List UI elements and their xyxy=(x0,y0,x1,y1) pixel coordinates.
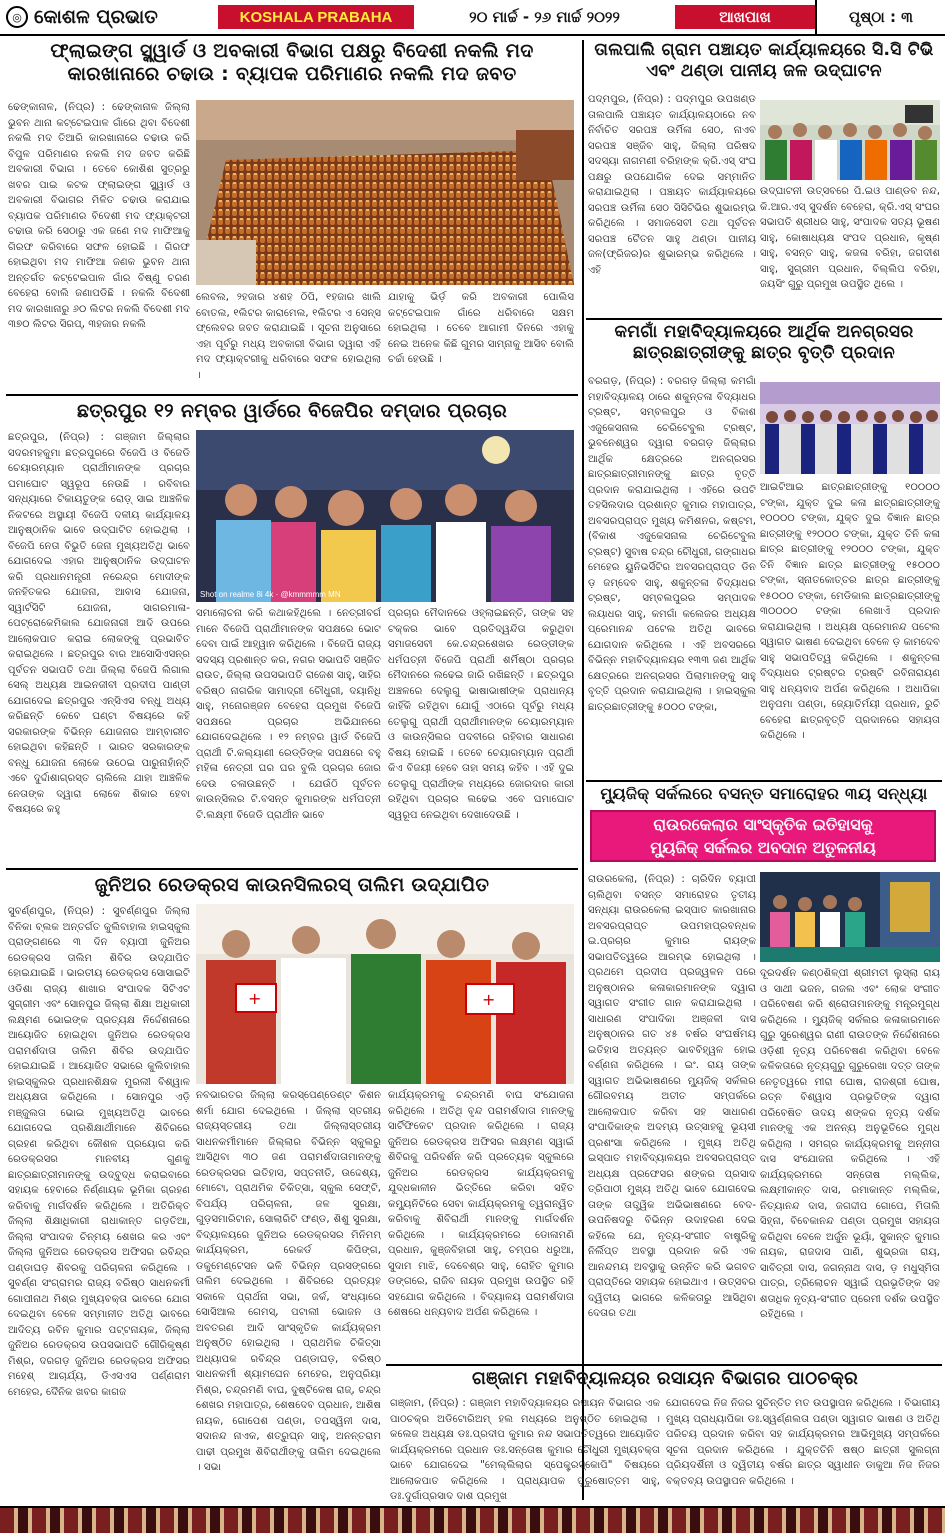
liquor-headline: ଫ୍ଲାଇଙ୍ଗ ସ୍କ୍ୱାର୍ଡ ଓ ଅବକାରୀ ବିଭାଗ ପକ୍ଷରୁ ବିଦେଶୀ ନକଲି ମଦ କାରଖାନାରେ ଚଢାଉ : ବ୍ୟାପକ ପରିମାଣର ନକଲି ମଦ ଜବତ xyxy=(50,40,534,86)
redcross-body-col3: କାର୍ଯ୍ୟକ୍ରମକୁ ଚନ୍ଦ୍ରମଣି ବାଘ ସଂଯୋଜନା କରିଥିଲେ । ଅତିଥି ବୃନ୍ଦ ପରାମର୍ଶଦାତା ମାନଙ୍କୁ ସାର୍ଟିଫିକେଟ ପ୍ରଦାନ କରିଥିଲେ । ରାଜ୍ୟ ଜୁନିଅର ରେଡକ୍ରସ ଅଫିସର ଲକ୍ଷ୍ମଣ ସ୍ୱାଇଁ ଶିବିରକୁ ପରିଦର୍ଶନ କରି ପ୍ରତ୍ୟେକ ସ୍କୁଲରେ ଜୁନିଅର ରେଡକ୍ରସ କାର୍ଯ୍ୟକ୍ରମକୁ ଯୁଦ୍ଧକାଳୀନ ଭିତ୍ତିରେ କରିବା ସହିତ କମ୍ୟୁନିଟିରେ ସେବା କାର୍ଯ୍ୟକ୍ରମକୁ ତ୍ୱରାନ୍ୱିତ କରିବାକୁ ଶିବିରାର୍ଥୀ ମାନଙ୍କୁ ମାର୍ଗଦର୍ଶନ କରିଥିଲେ । କାର୍ଯ୍ୟକ୍ରମରେ ଡୋଳାମଣି ପ୍ରଧାନ, କୁଞ୍ଜବିହାରୀ ସାହୁ, ଚମ୍ପର ଧରୁଆ, ସୁଦାମ ମାଝି, ଦେବେଶ୍ର ସାହୁ, ରୋହିତ କୁମାର ଡଙ୍ଗରେ, ରାଜିବ ନାୟକ ପ୍ରମୁଖ ଉପସ୍ଥିତ ରହି ସହଯୋଗ କରିଥିଲେ । ବିଦ୍ୟାଳୟ ପରାମର୍ଶଦାତା ଶେଷରେ ଧନ୍ୟବାଦ ଅର୍ପଣ କରିଥିଲେ । xyxy=(388,1090,574,1318)
svg-text:+: + xyxy=(482,990,496,1009)
highlight-line-1: ରାଉରକେଲାର ସାଂସ୍କୃତିକ ଇତିହାସକୁ xyxy=(653,814,873,834)
chhatrapur-body-col3: ପ୍ରଚାର ମୈଦାନରେ ଓହ୍ଲାଇଛନ୍ତି, ତାଙ୍କ ସହ ଟକ୍କର ଭାବେ ପ୍ରତିଦ୍ୱନ୍ଦିତା କରୁଥିବା ସମାଜସେବୀ କେ.ଚନ୍ଦ୍ରଶେଖର ରେଡ୍ଡୀଙ୍କ ଧର୍ମପତ୍ନୀ ବିଜେପି ପ୍ରାର୍ଥୀ ଶର୍ମିଷ୍ଠା ପ୍ରଚାର ମୈଦାନରେ ଲଢେଇ ଜାରି ରଖିଛନ୍ତି । ଛତ୍ରପୁର ଅଞ୍ଚଳରେ ଦେଲୁଗୁ ଭାଷାଭାଷୀଙ୍କ ପ୍ରାଧାନ୍ୟ କାହିଁକି ରହିଥିବା ଯୋଗୁଁ ଏଠାରେ ପୂର୍ବରୁ ମଧ୍ୟ ତେଲୁଗୁ ପ୍ରାର୍ଥୀ ପ୍ରାର୍ଥୀମାନଙ୍କ ଚେୟାରମ୍ୟାନ ଓ କାଉନ୍‌ସିଲର ପଦବୀରେ ରହିବାର ସାଧାରଣ ବିଷୟ ହୋଇଛି । ତେବେ ଚେୟାରମ୍ୟାନ ପ୍ରାର୍ଥୀ କିଏ ବିଜୟୀ ହେବେ ତାହା ସମୟ କହିବ । ଏହି ଦୁଇ ତେଲୁଗୁ ପ୍ରାର୍ଥୀଙ୍କ ମଧ୍ୟରେ ଜୋରଦାର କାରୀ ରହିଥିବା ପ୍ରଚାର ଲଢେଇ ଏବେ ଘମାଘୋଟ ସ୍ୱରୂପ ନେଇଥିବା ଦେଖାଦେଉଛି । xyxy=(388,608,574,821)
svg-text:+: + xyxy=(248,989,262,1008)
talpali-body-col1: ପଦ୍ମପୁର, (ନିପ୍ର) : ପଦ୍ମପୁର ଉପଖଣ୍ଡ ତାଲପାଲି ପଞ୍ଚାୟତ କାର୍ଯ୍ୟାଳୟଠାରେ ନବ ନିର୍ବାଚିତ ସରପଞ୍ଚ ଉର୍ମିଳା ସେଠ, ନାଏବ ସରପଞ୍ଚ ସଞ୍ଜିବ ସାହୁ, ଜିଲ୍ଲା ପରିଷଦ ସଦସ୍ୟା ନାଗମଣୀ ବରିହାଙ୍କ କ୍ରି.ଏସ୍ ସଂଘ ପକ୍ଷରୁ ଉପଯୋଗିକ ଦେଇ ସମ୍ମାନିତ କରାଯାଇଥିଲା । ପଞ୍ଚାୟତ କାର୍ଯ୍ୟାଳୟରେ ସରପଞ୍ଚ ଉର୍ମିଳା ସେଠ ସିସିଟିଭିର ଶୁଭାରମ୍ଭ କରିଥିଲେ । ସମାଜସେବୀ ତଥା ପୂର୍ବତନ ସରପଞ୍ଚ ଚୈତନ ସାହୁ ଥଣ୍ଡା ପାନୀୟ ଜଳ(ଫ୍ରିଜର)ର ଶୁଭାରମ୍ଭ କରିଥିଲେ । ଏହି xyxy=(588,94,756,276)
music-highlight-box xyxy=(590,810,936,862)
talpali-photo xyxy=(760,100,940,180)
ganjam-headline: ଗଞ୍ଜାମ ମହାବିଦ୍ୟାଳୟର ରସାୟନ ବିଭାଗର ପାଠଚକ୍ର xyxy=(471,1368,859,1389)
footer-border-pattern xyxy=(0,1506,945,1533)
page-number: ପୃଷ୍ଠା : ୩ xyxy=(815,0,945,34)
music-headline: ମ୍ୟୁଜିକ୍ ସର୍କଲରେ ବସନ୍ତ ସମାରୋହର ୩ୟ ସନ୍ଧ୍ୟା xyxy=(600,784,928,803)
kamgaon-photo xyxy=(760,382,940,474)
kamgaon-body-col2: ଆଇଟିଆଇ ଛାତ୍ରଛାତ୍ରୀଙ୍କୁ ୧୦୦୦୦ ଟଙ୍କା, ଯୁକ୍ତ ଦୁଇ କଳା ଛାତ୍ରଛାତ୍ରୀଙ୍କୁ ୧୦୦୦୦ ଟଙ୍କା, ଯୁକ୍ତ ଦୁଇ ବିଜ୍ଞାନ ଛାତ୍ର ଛାତ୍ରୀଙ୍କୁ ୧୨୦୦୦ ଟଙ୍କା, ଯୁକ୍ତ ତିନି କଳା ଛାତ୍ର ଛାତ୍ରୀଙ୍କୁ ୧୨୦୦୦ ଟଙ୍କା, ଯୁକ୍ତ ତିନି ବିଜ୍ଞାନ ଛାତ୍ର ଛାତ୍ରୀଙ୍କୁ ୧୫୦୦୦ ଟଙ୍କା, ସ୍ନାତକୋତ୍ତର ଛାତ୍ର ଛାତ୍ରୀଙ୍କୁ ୧୫୦୦୦ ଟଙ୍କା, ମେଡିକାଲ ଛାତ୍ରଛାତ୍ରୀଙ୍କୁ ୩୦୦୦୦ ଟଙ୍କା ଲେଖାଏଁ ପ୍ରଦାନ କରାଯାଇଥିଲା । ଅଧ୍ୟକ୍ଷ ପ୍ରେମାନନ୍ଦ ପଟେଲ ସ୍ୱାଗତ ଭାଷଣ ଦେଇଥିବା ବେଳେ ଡ଼ କାମଦେବ ସାହୁ ସଭାପତିତ୍ୱ କରିଥିଲେ । ଶକୁନ୍ତଳା ବିଦ୍ୟାଧର ଟ୍ରଷ୍ଟର ଟ୍ରଷ୍ଟି ରବିନାରାୟଣ ସାହୁ ଧନ୍ୟବାଦ ଅର୍ପଣ କରିଥିଲେ । ଅଧାପିକା ଅନୁପମା ପଣ୍ଡା, ଜ୍ୟୋତିର୍ମୟୀ ପ୍ରଧାନ, ରୁଚି ବେହେରା ଛାତ୍ରବୃତ୍ତି ପ୍ରଦାନରେ ସହାୟତା କରିଥିଲେ । xyxy=(760,482,940,741)
divider xyxy=(6,394,578,396)
ganjam-body-col2: ଯୋଗଦେଇ ନିଜ ନିଜର ସୁଚିନ୍ତିତ ମତ ଉପସ୍ଥାପନ କରିଥିଲେ । ବିଭାଗୀୟ ମୁଖ୍ୟ ପ୍ରାଧ୍ୟାପିକା ଡଃ.ସ୍ୱର୍ଣ୍ଣଲତା ପଣ୍ଡା ସ୍ୱାଗତ ଭାଷଣ ଓ ଅତିଥି ପରିଚୟ ପ୍ରଦାନ କରିବା ସହ କାର୍ଯ୍ୟକ୍ରମର ଆଭିମୁଖ୍ୟ ସମ୍ପର୍କରେ ସୂଚନା ପ୍ରଦାନ କରିଥିଲେ । ଯୁକ୍ତତିନି ଷଷ୍ଠ ଛାତ୍ରୀ ସୁଲଗ୍ନା ପ୍ରିୟଦର୍ଶିନୀ ଓ ଦ୍ୱିତୀୟ ବର୍ଷର ଛାତ୍ର ସ୍ୱାଧୀନ ଡାକୁଆ ନିଜ ନିଜର ବକ୍ତବ୍ୟ ଉପସ୍ଥାପନ କରିଥିଲେ । xyxy=(666,1398,940,1487)
divider xyxy=(6,868,578,870)
issue-date: ୨୦ ମାର୍ଚ୍ଚ - ୨୬ ମାର୍ଚ୍ଚ ୨୦୨୨ xyxy=(469,8,620,26)
liquor-photo xyxy=(196,100,574,285)
music-body-col2: ଦୂରଦର୍ଶନ କଣ୍ଠଶିଳ୍ପୀ ଶ୍ରୀମତୀ ଲୁସ୍ଲା ରାୟ ଓ ସାଥୀ ଭଜନ, ଗଜଲ ଏବଂ ଲୋକ ସଂଗୀତ ପରିବେଷଣ କରି ଶ୍ରୋତାମାନଙ୍କୁ ମନ୍ତ୍ରମୁଗ୍ଧ କରିଥିଲେ । ମ୍ୟୁଜିକ୍ ସର୍କଲର କଳାକାରମାନେ ଗୁରୁ ସୁରେଶ୍ୱର ରାଣୀ ରାଉତଙ୍କ ନିର୍ଦ୍ଦେଶନାରେ ଓଡ଼ିଶୀ ନୃତ୍ୟ ପରିବେଷଣ କରିଥିବା ବେଳେ କଳିକତାରେ ନୃତ୍ୟଗୁରୁ ଗୁରୁରେଖା ଦତ୍ତ ତାଙ୍କ ନେତୃତ୍ୱରେ ମୀରା ଘୋଷ, ରାଜଶ୍ରୀ ଘୋଷ, ରତ୍ନ ବିଶ୍ୱାସ ପ୍ରଭୃତିଙ୍କ ଦ୍ୱାରା ପରିବେଷିତ ଉଦୟ ଶଙ୍କର ନୃତ୍ୟ ଦର୍ଶକ ମାନଙ୍କୁ ଏକ ଅନନ୍ୟ ଅନୁଭୂତିରେ ମୁଗ୍ଧ କରିଥିଲା । ସମଗ୍ର କାର୍ଯ୍ୟକ୍ରମକୁ ଅନ୍ନୀତା ଦାସ ସଂଯୋଜନା କରିଥିଲେ । ଏହି କାର୍ଯ୍ୟକ୍ରମରେ ସନ୍ତୋଷ ମଲ୍ଲିକ, ଲକ୍ଷ୍ମୀକାନ୍ତ ଦାସ, ରମାକାନ୍ତ ମଲ୍ଲିକ, ନିତ୍ୟାନନ୍ଦ ଦାସ, ଜଗଦ୍ଦୀପ ଗୋପେ, ମିତାଲି ସିହ୍ନା, ବିବେକାନନ୍ଦ ପଣ୍ଡା ପ୍ରମୁଖ ସହାୟତା କରିଥିବା ବେଳେ ଅର୍ଜୁନ ଭୂୟାଁ, ସୁକାନ୍ତ କୁମାର ନାୟକ, ରାଜଦାସ ପାଣି, ଶୁଭ୍ରଜା ରାୟ, ସାବିତ୍ରୀ ଦାସ, ଜଗନ୍ନାଥ ଦାସ, ଡ଼ ମଧୁସ୍ମିତା ପାତ୍ର, ତ୍ରିଲୋଚନ ସ୍ୱାଇଁ ପ୍ରଭୃତିଙ୍କ ସହ ଶତାଧିକ ନୃତ୍ୟ-ସଂଗୀତ ପ୍ରେମୀ ଦର୍ଶକ ଉପସ୍ଥିତ ରହିଥିଲେ । xyxy=(760,968,940,1320)
photo-watermark: Shot on realme 8i 4k · @kmmmmm MN xyxy=(200,590,341,599)
column-divider xyxy=(582,40,584,1500)
divider xyxy=(386,1364,942,1366)
redcross-photo xyxy=(196,904,574,1084)
redcross-body-col1: ସୁବର୍ଣ୍ଣପୁର, (ନିପ୍ର) : ସୁବର୍ଣ୍ଣପୁର ଜିଲ୍ଲା ବିନିକା ବ୍ଲକ ଅନ୍ତର୍ଗତ କୁଲିବାହାଲ ହାଇସ୍କୁଲ ପ୍ରାଙ୍ଗଣରେ ୩ ଦିନ ବ୍ୟାପୀ ଜୁନିଅର ରେଡକ୍ରସ ତାଲିମ ଶିବିର ଉଦ୍‌ଯାପିତ ହୋଇଯାଇଛି । ଭାରତୀୟ ରେଡକ୍ରସ ସୋସାଇଟି ଓଡିଶା ରାଜ୍ୟ ଶାଖାର ସଂପାଦକ ସିଟିଏଟ ସୁଗ୍ରୀମ ଏବଂ ସୋନପୁର ଜିଲ୍ଲା ଶିକ୍ଷା ଅଧିକାରୀ ଲକ୍ଷ୍ମଣ ଭୋଇଙ୍କ ପ୍ରତ୍ୟକ୍ଷ ନିର୍ଦ୍ଦେଶନାରେ ଆୟୋଜିତ ହୋଇଥିବା ଜୁନିଅର ରେଡକ୍ରସ ପରାମର୍ଶଦାତା ତାଲିମ ଶିବିର ଉଦ୍‌ଯାପିତ ହୋଇଯାଇଛି । ଆୟୋଜିତ ସଭାରେ କୁଲିବାହାଲ ହାଇସ୍କୁଲର ପ୍ରଧାନଶିକ୍ଷକ ମୁରଲୀ ବିଶ୍ୱାଳ ଅଧ୍ୟକ୍ଷତା କରିଥିଲେ । ସୋନପୁର ଏଡ଼ି ମଞ୍ଜୁଲତା ଭୋଇ ମୁଖ୍ୟଅତିଥି ଭାବରେ ଯୋଗଦେଇ ପ୍ରଶିକ୍ଷାର୍ଥୀମାନେ ଶିବିରରେ ଗ୍ରହଣ କରିଥିବା କୌଶଳ ପ୍ରୟୋଗ କରି ରେଡକ୍ରସର ମାନବୀୟ ଗୁଣକୁ ଛାତ୍ରଛାତ୍ରୀମାନଙ୍କୁ ଉଦ୍‌ବୁଦ୍ଧ କରାଇବାରେ ସହାୟକ ହେବାରେ ନିର୍ଣ୍ଣାୟକ ଭୂମିକା ଗ୍ରହଣ କରିବାକୁ ମାର୍ଗଦର୍ଶନ କରିଥିଲେ । ଅତିରିକ୍ତ ଜିଲ୍ଲା ଶିକ୍ଷାଧିକାରୀ ରାଧାକାନ୍ତ ଗଡ଼ତିଆ, ଜିଲ୍ଲା ସଂପାଦକ ଚିନ୍ମୟ ଶେଖର କର ଏବଂ ଜିଲ୍ଲା ଜୁନିଅର ରେଡକ୍ରସ ଅଫିସର ରବିନ୍ଦ୍ର ପଣ୍ଡାଘଡ଼ ଶିବରକୁ ପରିଚାଳନା କରିଥିଲେ । ସୁବର୍ଣ୍ଣ ସଂଗ୍ରାମର ରାଜ୍ୟ ବରିଷ୍ଠ ସାଧନକର୍ମୀ ଗୋପୀନାଥ ମିଶ୍ର ମୁଖ୍ୟବକ୍ତା ଭାବରେ ଯୋଗ ଦେଇଥିବା ବେଳେ ସମ୍ମାନୀତ ଅତିଥି ଭାବରେ ଆଦିତ୍ୟ ରବିନ କୁମାର ପଟ୍ଟନାୟକ, ଜିଲ୍ଲା ଜୁନିଅର ରେଡକ୍ରସ ଉପସଭାପତି ଗୌରିକୃଷ୍ଣ ମିଶ୍ର, ଦରଗଡ଼ ଜୁନିଅର ରେଡକ୍ରସ ଅଫିସର ମହେଶ୍ ଆଚାର୍ଯ୍ୟ, ଡିଏସଏସ ପର୍ଣ୍ଣରାମ ମେହେର, ଦୈନିକ ଖବର କାଗଜ xyxy=(8,906,190,1398)
chhatrapur-photo xyxy=(196,430,574,602)
divider xyxy=(586,318,942,320)
chhatrapur-headline: ଛତ୍ରପୁର ୧୨ ନମ୍ବର ୱାର୍ଡରେ ବିଜେପିର ଦମ୍‌ଦାର ପ୍ରଚାର xyxy=(76,400,508,422)
liquor-body-col1: ଢେଙ୍କାନାଳ, (ନିପ୍ର) : ଢେଙ୍କାନାଳ ଜିଲ୍ଲା ଭୁବନ ଥାନା କଟ୍ଟେଇପାଳ ଗାଁରେ ଥିବା ବିଦେଶୀ ନକଲି ମଦ ତିଆରି କାରଖାନାରେ ଚଢାଉ କରି ବିପୁଳ ପରିମାଣର ନକଲି ମଦ ଜବତ କରିଛି ଅବକାରୀ ବିଭାଗ । ତେବେ କୋଶିଶ ସୁତ୍ରରୁ ଖବର ପାଇ କଟକ ଫ୍ଲାଇଙ୍ଗ ସ୍କ୍ୱାର୍ଡ ଓ ଅବକାରୀ ବିଭାଗର ମିଳିତ ଚଢାଉ କରାଯାଇ ବ୍ୟାପକ ପରିମାଣର ବିଦେଶୀ ମଦ ଫ୍ୟାକ୍ଟରୀ ଚଢାଉ କରି ସେଠାରୁ ଏକ ଜଣେ ମଦ ମାଫିଆକୁ ଗିରଫ କରିବାରେ ସଫଳ ହୋଇଛି । ଗିରଫ ହୋଇଥିବା ମଦ ମାଫିଆ ଜଣକ ଭୁବନ ଥାନା ଅନ୍ତର୍ଗତ କଟ୍ଟେଇପାଳ ଗାଁର ବିଷ୍ଣୁ ଚରଣ ବେହେରା ବୋଲି ଜଣାପଡିଛି । ନକଲି ବିଦେଶୀ ମଦ କାରଖାନାରୁ ୬୦ ଲିଟର ନକଲି ବିଦେଶୀ ମଦ ୩୭୦ ଲିଟର ସିରପ୍, ୩ହଜାର ନକଲି xyxy=(8,102,190,330)
talpali-headline: ତାଲପାଲି ଗ୍ରାମ ପଞ୍ଚାୟତ କାର୍ଯ୍ୟାଳୟରେ ସି.ସି ଟିଭି ଏବଂ ଥଣ୍ଡା ପାନୀୟ ଜଳ ଉଦ୍‌ଘାଟନ xyxy=(594,40,934,81)
redcross-body-col2: ନବଭାରତର ଜିଲ୍ଲା କରସ୍‌ପେଣ୍ଡେଣ୍ଟ କିଶନ ଶର୍ମା ଯୋଗ ଦେଇଥିଲେ । ଜିଲ୍ଲା ସ୍ତରୀୟ ରାଜ୍ୟସ୍ତରୀୟ ତଥା ଜିଲ୍ଲାସ୍ତରୀୟ ସାଧନକର୍ମୀମାନେ ଜିଲ୍ଲାର ବିଭିନ୍ନ ସ୍କୁଲରୁ ଆସିଥିବା ୩୦ ଜଣ ପରାମର୍ଶଦାତାମାନଙ୍କୁ ରେଡକ୍ରସର ଇତିହାସ, ସପ୍ତନୀତି, ଉଦ୍ଦେଶ୍ୟ, ମୋଟୋ, ପ୍ରାଥମିକ ଚିକିତ୍ସା, ସ୍କୁଲ ସେଫ୍ଟି, ବିପର୍ଯ୍ୟ ପରିଚାଳନା, ଜଳ ସୁରକ୍ଷା, ଗୁଡ଼ସମାରିଟାନ, ସୋଲାରିଟି ଫଣ୍ଡ, ଶିଶୁ ସୁରକ୍ଷା, ବିଦ୍ୟାଳୟରେ ଜୁନିଅର ରେଡକ୍ରସର ମିନିମମ୍ କାର୍ଯ୍ୟକ୍ରମ, ରେକର୍ଡ କିପିଙ୍ଗ, ଡକୁମେଣ୍ଟେସନ ଭଳି ବିଭିନ୍ନ ପ୍ରସଙ୍ଗରେ ତାଲିମ ଦେଇଥିଲେ । ଶିବିରରେ ପ୍ରତ୍ୟହ ସକାଳେ ପ୍ରାର୍ଥନା ସଭା, ଜର୍କ, ସଂଧ୍ୟାରେ ସୋସିଆଲ ଗେମସ୍, ପଟାଲୀ ଭୋଜନ ଓ ଅବତରଣ ଆଦି ସାଂସ୍କୃତିକ କାର୍ଯ୍ୟକ୍ରମ ଅନୁଷ୍ଠିତ ହୋଇଥିଲା । ପ୍ରାଥମିକ ଚିକିତ୍ସା ଅଧ୍ୟାପକ ରବିନ୍ଦ୍ର ପଣ୍ଡାଘଡ଼, ବରିଷ୍ଠ ସାଧନକର୍ମୀ ଶ୍ୟାମଘେନ ମେହେର, ଅନୁପ୍ରିୟା ମିଶ୍ର, ଚନ୍ଦ୍ରମଣି ବାଘ, ଦୁଷ୍ଟିକେଷ ରାଜ୍, ଚନ୍ଦ୍ର ଶେଖର ମହାପାତ୍ର, ଶେଷଦେବ ପ୍ରଧାନ, ଆଶିଷ ନାୟକ, ଗୋପେଶ ପଣ୍ଡା, ତପସ୍ୱିନୀ ଦାସ, ସଦାନନ୍ଦ ନାଏକ, ଶତ୍ରୁଘ୍ନ ସାହୁ, ଅନନ୍ତରାମ ପାଢୀ ପ୍ରମୁଖ ଶିବିରାର୍ଥୀଙ୍କୁ ତାଲିମ ଦେଇଥିଲେ । ସଭା xyxy=(196,1090,381,1473)
liquor-body-col2: ଲେବଲ, ୨ହଜାର ୪ଶହ ଠିପି, ୧ହଜାର ଖାଲି ବୋତଲ, ୧ଲିଟର କାରାମେଲ, ୧ଲିଟର ଏ ସେନ୍ସ ଫ୍ଲେବର ଜବତ କରାଯାଇଛି । ସୂଚନା ଅନୁସାରେ ଏହା ପୂର୍ବରୁ ମଧ୍ୟ ଅବକାରୀ ବିଭାଗ ଦ୍ୱାରା ଏହି ମଦ ଫ୍ୟାକ୍ଟରୀକୁ ଧରିବାରେ ସଫଳ ହୋଇଥିଲା । xyxy=(196,292,381,381)
highlight-line-2: ମ୍ୟୁଜିକ୍ ସର୍କଲର ଅବଦାନ ଅତୁଳନୀୟ xyxy=(650,838,876,857)
kamgaon-body-col1: ବରଗଡ଼, (ନିପ୍ର) : ବରଗଡ଼ ଜିଲ୍ଲା କମଗାଁ ମହାବିଦ୍ୟାଳୟ ଠାରେ ଶକୁନ୍ତଳା ବିଦ୍ୟାଧର ଟ୍ରଷ୍ଟ, ସମ୍ବଲପୁର ଓ ବିକାଶ ଏଜୁକେସନାଲ ଚେରିଟେବୁଲ ଟ୍ରଷ୍ଟ, ଭୁବନେଶ୍ୱର ଦ୍ୱାରା ବରଗଡ଼ ଜିଲ୍ଲାର ଆର୍ଥିକ କ୍ଷେତ୍ରରେ ଅନଗ୍ରସର ଛାତ୍ରଛାତ୍ରୀମାନଙ୍କୁ ଛାତ୍ର ବୃତ୍ତି ପ୍ରଦାନ କରାଯାଇଥିଲା । ଏହିରେ ଉପଟି ତହସିଲଦାର ପ୍ରଶାନ୍ତ କୁମାର ମହାପାତ୍ର, ଅବସରପ୍ରାପ୍ତ ମୁଖ୍ୟ କମିଶନର, କଷ୍ଟମ, (ବିକାଶ ଏଜୁକେସନାଲ ଚେରିଟେବୁଲ ଟ୍ରଷ୍ଟ) ସୁବାଷ ଚନ୍ଦ୍ର ଚୌଧୁରୀ, ଗଙ୍ଗାଧର ମେହେର ୟୁନିଭର୍ସିଟିର ଅବସରପ୍ରାପ୍ତ ଡିନ ଡ଼ ଜମ୍‌ଦେବ ସାହୁ, ଶକୁନ୍ତଳା ବିଦ୍ୟାଧର ଟ୍ରଷ୍ଟ, ସମ୍ବଲପୁରର ସମ୍ପାଦକ ଲୟାଧର ସାହୁ, କମଗାଁ କଲେଜର ଅଧ୍ୟକ୍ଷ ପ୍ରେମାନନ୍ଦ ପଟେଲ ଅତିଥି ଭାବରେ ଯୋଗଦାନ କରିଥିଲେ । ଏହି ଅବସରରେ ବିଭିନ୍ନ ମହାବିଦ୍ୟାଳୟର ୧୩୩ ଜଣ ଆର୍ଥିକ କ୍ଷେତ୍ରରେ ଅନଗ୍ରସର ପିଲାମାନଙ୍କୁ ସାହୁ ବୃତ୍ତି ପ୍ରଦାନ କରାଯାଇଥିଲା । ହାଇସ୍କୁଲ ଛାତ୍ରଛାତ୍ରୀଙ୍କୁ ୫୦୦୦ ଟଙ୍କା, xyxy=(588,376,756,713)
newspaper-logo xyxy=(0,0,218,34)
masthead xyxy=(0,0,945,36)
logo-seal-icon: ◎ xyxy=(6,6,28,28)
redcross-headline: ଜୁନିଅର ରେଡକ୍ରସ କାଉନସିଲରସ୍ ତାଲିମ ଉଦ୍‌ଯାପିତ xyxy=(94,874,490,896)
chhatrapur-body-col2: ସମାଲୋଚନା କରି କଥାକହିଥିଲେ । ନେତ୍ରୀବର୍ଗ ମାନେ ବିଜେପି ପ୍ରାର୍ଥୀମାନଙ୍କ ସପକ୍ଷରେ ଭୋଟ ଦେବା ପାଇଁ ଆହ୍ୱାନ କରିଥିଲେ । ବିଜେପି ରାଜ୍ୟ ସଦସ୍ୟ ପ୍ରଶାନ୍ତ କର, ନଗର ସଭାପତି ସଞ୍ଜିତ ରାଉତ, ଜିଲ୍ଲା ଉପସଭାପତି ରାଜେଶ ସାହୁ, ସାହିର ବରିଷ୍ଠ ନାଗରିକ ସାମାଦ୍ରୀ ଚୌଧୁରୀ, ଦୟାନିଧି ସାହୁ, ମନୋରଞ୍ଜନ ବେହେରା ପ୍ରମୁଖ ବିଜେପି ସପକ୍ଷରେ ପ୍ରଚାର ଅଭିଯାନରେ ଯୋଗଦେଇଥିଲେ । ୧୨ ନମ୍ବର ୱାର୍ଡ ବିଜେପି ପ୍ରାର୍ଥୀ ଟି.କଲ୍ୟାଣୀ ରେଡ୍ଡିଙ୍କ ସପକ୍ଷରେ ବହୁ ମହିଳା ନେତ୍ରୀ ଘର ଘର ବୁଲି ପ୍ରଚାର ଜୋର ଦେଉ ଚଳାଉଛନ୍ତି । ଯେଉଁଠି ପୂର୍ବତନ କାଉନ୍‌ସିଲର ଟି.ବସନ୍ତ କୁମାରଙ୍କ ଧର୍ମପତ୍ନୀ ଟି.ଲକ୍ଷ୍ମୀ ବିଜେଡି ପ୍ରାର୍ଥୀନ ଭାବେ xyxy=(196,608,381,821)
ganjam-body-col1: ଗଞ୍ଜାମ, (ନିପ୍ର) : ଗଞ୍ଜାମ ମହାବିଦ୍ୟାଳୟର ରସାୟନ ବିଭାଗର ଏକ ପାଠଚକ୍ର ଅଡିଟୋରିଅମ୍ ହଲ ମଧ୍ୟରେ ଅନୁଷ୍ଠିତ ହୋଇଥିଲା । କଲେଜ ଅଧ୍ୟକ୍ଷ ଡଃ.ପ୍ରଦୀପ କୁମାର ନନ୍ଦ ସଭାପତିତ୍ୱରେ ଆୟୋଜିତ କାର୍ଯ୍ୟକ୍ରମରେ ପ୍ରଧାନ ଡଃ.ସନ୍ତୋଷ କୁମାର ଚୌଧୁରୀ ମୁଖ୍ୟବକ୍ତା ଭାବେ ଯୋଗଦେଇ "ମେଲ୍ଲିଲାର ସ୍ପେକ୍ଟ୍ରସ୍କୋପି" ବିଷୟରେ ଆଲୋକପାତ କରିଥିଲେ । ପ୍ରାଧ୍ୟାପକ ପୁରୁଷୋତ୍ତମ ସାହୁ, ଡଃ.ଦୁର୍ଗାପ୍ରସାଦ ଦାଶ ପ୍ରମୁଖ xyxy=(390,1398,660,1502)
liquor-body-col3: ଯାହାକୁ ଭିର୍ଡ଼ କରି ଅବକାରୀ ପୋଲିସ କଟ୍ଟେଇପାଳ ଗାଁରେ ଧରିବାରେ ସକ୍ଷମ ହୋଇଥିଲା । ତେବେ ଆଗାମୀ ଦିନରେ ଏହାକୁ ନେଇ ଅନେକ କିଛି ଗୁମର ସାମ୍ନାକୁ ଆସିବ ବୋଲି ଚର୍ଚ୍ଚା ହେଉଛି । xyxy=(388,292,574,365)
logo-text: କୋଶଳ ପ୍ରଭାତ xyxy=(34,6,158,28)
newspaper-title: KOSHALA PRABAHA xyxy=(218,5,414,29)
section-label: ଆଖପାଖ xyxy=(675,5,815,29)
divider xyxy=(586,780,942,782)
music-body-col1: ରାଉରକେଲା, (ନିପ୍ର) : ଚାରିଦିନ ବ୍ୟାପୀ ଚାଲିଥିବା ବସନ୍ତ ସମାରୋହର ତୃତୀୟ ସନ୍ଧ୍ୟା ରାଉରକେଲା ଇସ୍ପାତ କାରଖାନାର ଅବସରପ୍ରାପ୍ତ ଉପମହାପ୍ରବନ୍ଧକ ଇ.ପ୍ରଚାର କୁମାର ରାୟଙ୍କ ସଭାପତିତ୍ୱରେ ଆରମ୍ଭ ହୋଇଥିଲା । ପ୍ରଥମେ ପ୍ରଦୀପ ପ୍ରଜ୍ୱଳନ ପରେ ଅନୁଷ୍ଠାନର କଳାକାରମାନଙ୍କ ଦ୍ୱାରା ସ୍ୱାଗତ ସଂଗୀତ ଗାନ କରାଯାଇଥିଲା । ସାଧାରଣ ସଂପାଦିକା ଅଞ୍ଜଳୀ ଦାସ ଅନୁଷ୍ଠାନର ଗତ ୪୫ ବର୍ଷର ସଂଘର୍ଷମୟ ଇତିହାସ ଅତ୍ୟନ୍ତ ଭାବବିହ୍ୱଳ ହୋଇ ବର୍ଣ୍ଣନା କରିଥିଲେ । ଇଂ. ରାୟ ତାଙ୍କ ସ୍ୱାଗତ ଅଭିଭାଷଣରେ ମ୍ୟୁଜିକ୍ ସର୍କଲର ଗୌରବମୟ ଅତୀତ ସମ୍ପର୍କରେ ଆଲୋକପାତ କରିବା ସହ ସାଧାରଣ ସଂପାଦିକାଙ୍କ ଅଦମ୍ୟ ଉତ୍ସାହକୁ ଭୂୟସୀ ପ୍ରଶଂସା କରିଥିଲେ । ମୁଖ୍ୟ ଅତିଥି ଇସ୍ପାତ ମହାବିଦ୍ୟାଳୟର ଅବସରପ୍ରାପ୍ତ ଅଧ୍ୟକ୍ଷ ପ୍ରଫେସର ଶଙ୍କର ପ୍ରସାଦ ତ୍ରିପାଠୀ ମୁଖ୍ୟ ଅତିଥି ଭାବେ ଯୋଗଦେଇ ତାଙ୍କ ତାତ୍ତ୍ୱିକ ଅଭିଭାଷଣରେ ବେଦ-ଉପନିଷଦରୁ ବିଭିନ୍ନ ଉଦାହରଣ ଦେଇ କହିଲେ ଯେ, ନୃତ୍ୟ-ସଂଗୀତ ବାଷ୍ଟ୍ରିକୁ ନିର୍ଲିପ୍ତ ଅବସ୍ଥା ପ୍ରଦାନ କରି ଏକ ଆନନ୍ଦମୟ ଅବସ୍ଥାକୁ ଉନ୍ନିତ କରି ଭଗବତ ପ୍ରାପ୍ତିରେ ସହାୟକ ହୋଇଥାଏ । ଉତ୍ସବର ଦ୍ୱିତୀୟ ଭାଗରେ କଳିକତାରୁ ଆସିଥିବା ଦେତାର ତଥା xyxy=(588,874,756,1319)
talpali-body-col2: ଉଦ୍‌ଘାଟନୀ ଉତ୍ସବରେ ପି.ଇଓ ପାଣ୍ଡବ ନନ୍ଦ, କି.ଆର.ଏସ୍ ସୁଦର୍ଶନ ବେହେରା, କ୍ରି.ଏସ୍ ସଂଘର ସଭାପତି ଶ୍ରୀଧର ସାହୁ, ସଂପାଦକ ସତ୍ୟ ଭୂଷଣ ସାହୁ, କୋଷାଧ୍ୟକ୍ଷ ସଂପଦ ପ୍ରଧାନ, କୃଷ୍ଣ ସାହୁ, ବସନ୍ତ ସାହୁ, କଜଳା ବରିହା, ଜଗଦୀଶ ସାହୁ, ସୁଗ୍ରୀମ ପ୍ରଧାନ, ବିଲ୍ଲିପ ବରିହା, ଜୟସିଂ ଗୁରୁ ପ୍ରମୁଖ ଉପସ୍ଥିତ ଥିଲେ । xyxy=(760,186,940,290)
music-photo xyxy=(760,872,940,962)
chhatrapur-body-col1: ଛତ୍ରପୁର, (ନିପ୍ର) : ଗଞ୍ଜାମ ଜିଲ୍ଲାର ସଦରମହକୁମା ଛତ୍ରପୁରରେ ବିଜେପି ଓ ବିଜେଡି ଚେୟାରମ୍ୟାନ ପ୍ରାର୍ଥୀମାନଙ୍କ ପ୍ରଚାର ଘମାଘୋଟ ସ୍ୱରୂପ ନେଉଛି । ରବିବାର ସନ୍ଧ୍ୟାରେ ଟିକାୟତୁଙ୍କ ରୋଡ଼୍ ସାଇ ଆଞ୍ଚଳିକ ନିକଟରେ ଅସ୍ଥାୟୀ ବିଜେପି ଦଳୀୟ କାର୍ଯ୍ୟାଳୟ ଆନୁଷ୍ଠାନିକ ଭାବେ ଉଦ୍‌ଘାଟିତ ହୋଇଥିଲା । ବିଜେପି ନେତା ବିଭୁତି ଜେନା ମୁଖ୍ୟଅତିଥି ଭାବେ ଯୋଗଦେଇ ଏହାର ଆନୁଷ୍ଠାନିକ ଉଦ୍‌ଘାଟନ କରି ପ୍ରଧାନମନ୍ତ୍ରୀ ନରେନ୍ଦ୍ର ମୋଦୀଙ୍କ ଜନହିତକର ଯୋଜନା, ଆବାସ ଯୋଜନା, ସ୍ୱାର୍ଟସିଟି ଯୋଜନା, ସାଗରମାଳା-ପେଟ୍ରୋକେମିକାଲ ଯୋଜନାରୀ ଆଦି ଉପରେ ଆଲୋକପାତ କରାଇ ଲୋକଙ୍କୁ ପ୍ରଭାବିତ କରାଇଥିଲେ । ଛତ୍ରପୁର ବାର ଆସୋସିଏସନ୍‌ର ପୂର୍ବତନ ସଭାପତି ତଥା ଜିଲ୍ଲା ବିଜେପି ଲିଗାଲ ସେଲ୍ ଅଧ୍ୟକ୍ଷ ଆଇନଜୀବୀ ପ୍ରଦୀପ ପାଣ୍ଡୀ ଯୋଗଦେଇ ଛତ୍ରପୁର ଏନ୍‌ସିଏସ ବନ୍ଧୁ ଅଧ୍ୟ କରିଛନ୍ତି କେବେ ଘଣ୍ଟା ବିଷୟରେ କହି ସରକାରଙ୍କ ବିଭିନ୍ନ ଯୋଜନାର ଆମ୍ବାରୀତ ହୋଇଥିବା କହିଛନ୍ତି । ଭାରତ ସରକାରଙ୍କ ବନ୍ଧୁ ଯୋଜନା ଲୋକେ ଉଠେଇ ପାରୁନାହାଁନ୍ତି ଏବେ ଦୁର୍ଦ୍ଦାଶାଗ୍ରସ୍ତ ଚାଲିଲେ ଯାହା ଆଞ୍ଚଳିକ ନେତାଙ୍କ ଦ୍ୱାରା ଲୋକେ ଶିକାର ହେବା ବିଷୟରେ କହୁ xyxy=(8,432,190,815)
kamgaon-headline: କମଗାଁ ମହାବିଦ୍ୟାଳୟରେ ଆର୍ଥିକ ଅନଗ୍ରସର ଛାତ୍ରଛାତ୍ରୀଙ୍କୁ ଛାତ୍ର ବୃତ୍ତି ପ୍ରଦାନ xyxy=(614,322,914,363)
